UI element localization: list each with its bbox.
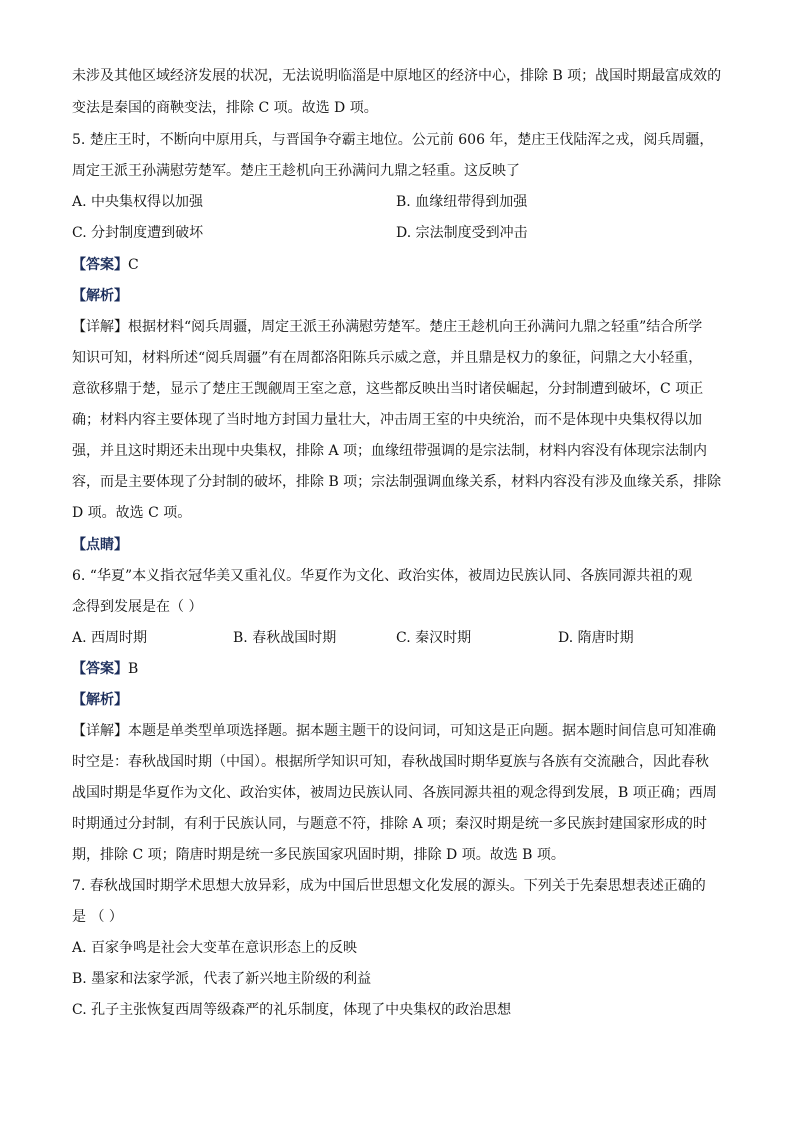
analysis-tag: 【解析】: [72, 692, 128, 708]
question-5-stem-cont: 周定王派王孙满慰劳楚军。楚庄王趁机向王孙满问九鼎之轻重。这反映了: [72, 163, 520, 179]
q7-option-b: B. 墨家和法家学派，代表了新兴地主阶级的利益: [72, 971, 372, 987]
q5-option-a: A. 中央集权得以加强: [72, 194, 204, 210]
q5-detail-line: D 项。故选 C 项。: [72, 505, 192, 521]
q5-detail-line: 知识可知，材料所述“阅兵周疆”有在周都洛阳陈兵示威之意，并且鼎是权力的象征，问鼎之大小轻重，: [72, 350, 703, 366]
answer-value: C: [128, 257, 139, 273]
q6-detail-line: 战国时期是华夏作为文化、政治实体，被周边民族认同、各族同源共祖的观念得到发展，B 项正确；西周: [72, 785, 717, 801]
question-7-stem-cont: 是 （ ）: [72, 909, 123, 925]
q5-detail-line: 强，并且这时期还未出现中央集权，排除 A 项；血缘纽带强调的是宗法制，材料内容没有体现宗法制内: [72, 443, 708, 459]
q6-detail-line: 时期通过分封制，有利于民族认同，与题意不符，排除 A 项；秦汉时期是统一多民族封建国家形成的时: [72, 816, 708, 832]
analysis-tag: 【解析】: [72, 288, 128, 304]
q6-option-c: C. 秦汉时期: [396, 630, 472, 646]
q5-option-c: C. 分封制度遭到破坏: [72, 225, 204, 241]
q6-option-b: B. 春秋战国时期: [233, 630, 337, 646]
question-6-stem-cont: 念得到发展是在（ ）: [72, 599, 203, 615]
q5-detail-line: 意欲移鼎于楚，显示了楚庄王觊觎周王室之意，这些都反映出当时诸侯崛起，分封制遭到破坏，C 项正: [72, 381, 704, 397]
q6-option-d: D. 隋唐时期: [558, 630, 634, 646]
q6-detail-line: 期，排除 C 项；隋唐时期是统一多民族国家巩固时期，排除 D 项。故选 B 项。: [72, 847, 565, 863]
q7-option-c: C. 孔子主张恢复西周等级森严的礼乐制度，体现了中央集权的政治思想: [72, 1002, 512, 1018]
intro-line-2: 变法是秦国的商鞅变法，排除 C 项。故选 D 项。: [72, 100, 378, 116]
answer-tag: 【答案】: [72, 257, 128, 273]
q7-option-a: A. 百家争鸣是社会大变革在意识形态上的反映: [72, 940, 358, 956]
comment-tag: 【点睛】: [72, 537, 128, 553]
q5-answer-row: [72, 255, 139, 275]
q5-detail-line: 容，而是主要体现了分封制的破坏，排除 B 项；宗法制强调血缘关系，材料内容没有涉及血缘关系，排除: [72, 474, 722, 490]
question-5-stem: 5. 楚庄王时，不断向中原用兵，与晋国争夺霸主地位。公元前 606 年，楚庄王伐陆浑之戎，阅兵周疆，: [72, 132, 714, 148]
question-6-stem: 6. “华夏”本义指衣冠华美又重礼仪。华夏作为文化、政治实体，被周边民族认同、各族同源共祖的观: [72, 568, 693, 584]
q6-answer-row: [72, 659, 138, 679]
answer-value: B: [128, 661, 139, 677]
question-7-stem: 7. 春秋战国时期学术思想大放异彩，成为中国后世思想文化发展的源头。下列关于先秦思想表述正确的: [72, 878, 706, 894]
q5-option-d: D. 宗法制度受到冲击: [396, 225, 528, 241]
q5-detail-line: 【详解】根据材料“阅兵周疆，周定王派王孙满慰劳楚军。楚庄王趁机向王孙满问九鼎之轻重”结合所学: [72, 319, 703, 335]
q6-option-a: A. 西周时期: [72, 630, 148, 646]
intro-line-1: 未涉及其他区域经济发展的状况，无法说明临淄是中原地区的经济中心，排除 B 项；战国时期最富成效的: [72, 68, 722, 84]
q6-detail-line: 【详解】本题是单类型单项选择题。据本题主题干的设问词，可知这是正向题。据本题时间信息可知准确: [72, 723, 716, 739]
q6-detail-line: 时空是：春秋战国时期（中国）。根据所学知识可知，春秋战国时期华夏族与各族有交流融合，因此春秋: [72, 754, 709, 770]
answer-tag: 【答案】: [72, 661, 128, 677]
q5-detail-line: 确；材料内容主要体现了当时地方封国力量壮大，冲击周王室的中央统治，而不是体现中央集权得以加: [72, 412, 702, 428]
q5-option-b: B. 血缘纽带得到加强: [396, 194, 528, 210]
